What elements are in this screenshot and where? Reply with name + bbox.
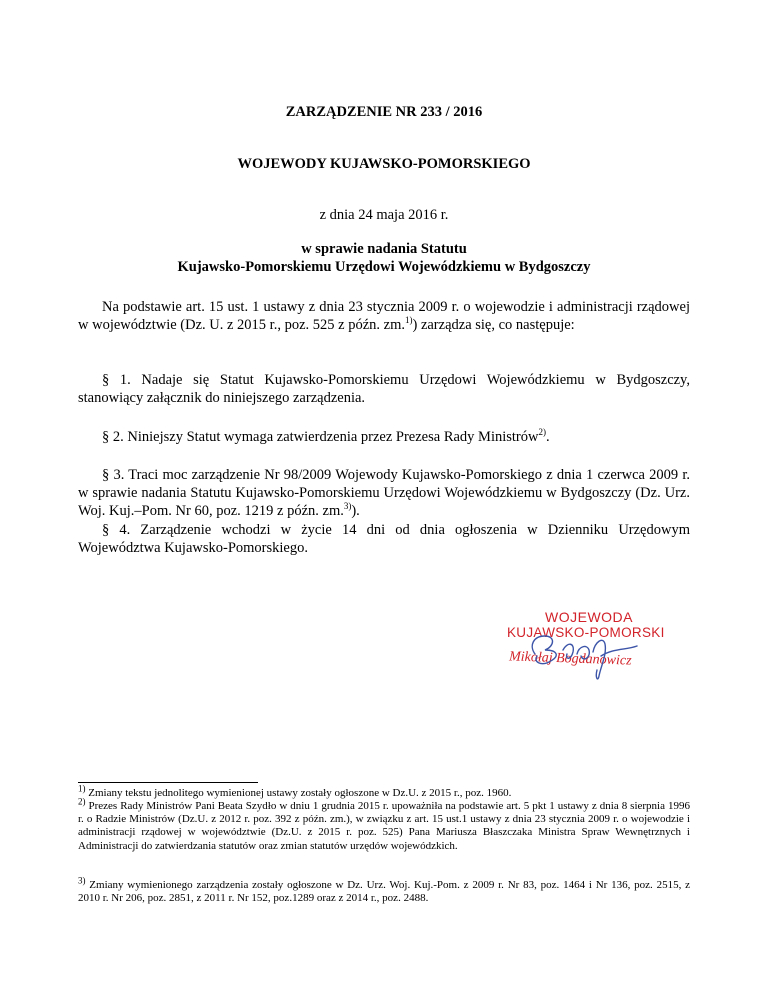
order-subject [78, 240, 690, 276]
footnote-3-text: Zmiany wymienionego zarządzenia zostały ogłoszone w Dz. Urz. Woj. Kuj.-Pom. z 2009 r. Nr 83, poz. 1464 i Nr 136, poz. 2515, z 2010 r. Nr 206, poz. 2851, z 2011 r. Nr 152, poz.1289 oraz z 2014 r., poz. 2488. [78, 879, 690, 905]
section-1 [78, 371, 690, 407]
section-2 [78, 428, 690, 446]
section-2-text: § 2. Niniejszy Statut wymaga zatwierdzenia przez Prezesa Rady Ministrów [102, 429, 539, 445]
preamble-end: ) zarządza się, co następuje: [412, 317, 575, 333]
footnote-2-mark: 2) [78, 796, 86, 807]
footnote-3 [78, 875, 690, 905]
footnote-separator [78, 782, 258, 783]
section-3-end: ). [351, 503, 360, 519]
section-3-text: § 3. Traci moc zarządzenie Nr 98/2009 Wojewody Kujawsko-Pomorskiego z dnia 1 czerwca 2009 r. w sprawie nadania Statutu Kujawsko-Pomorskiemu Urzędowi Wojewódzkiemu w Bydgoszczy (Dz. Urz. Woj. Kuj.–Pom. Nr 60, poz. 1219 z późn. zm. [78, 467, 690, 519]
footnote-ref-2: 2) [538, 427, 546, 438]
issuer-title: WOJEWODY KUJAWSKO-POMORSKIEGO [237, 156, 531, 172]
stamp-line-1: WOJEWODA [545, 609, 633, 625]
section-4 [78, 521, 690, 557]
subject-line-2: Kujawsko-Pomorskiemu Urzędowi Wojewódzkiemu w Bydgoszczy [177, 259, 591, 275]
section-2-end: . [545, 429, 550, 445]
section-3 [78, 466, 690, 520]
stamp-name: Mikołaj Bogdanowicz [508, 649, 632, 669]
section-4-text: § 4. Zarządzenie wchodzi w życie 14 dni od dnia ogłoszenia w Dzienniku Urzędowym Województwa Kujawsko-Pomorskiego. [78, 522, 690, 556]
footnote-3-mark: 3) [78, 875, 86, 886]
preamble-text: Na podstawie art. 15 ust. 1 ustawy z dnia 23 stycznia 2009 r. o wojewodzie i administracji rządowej w województwie (Dz. U. z 2015 r., poz. 525 z późn. zm. [78, 299, 690, 333]
footnote-1-text: Zmiany tekstu jednolitego wymienionej ustawy zostały ogłoszone w Dz.U. z 2015 r., poz. 1960. [85, 787, 512, 799]
footnote-ref-1: 1) [404, 315, 413, 326]
subject-line-1: w sprawie nadania Statutu [301, 241, 467, 257]
footnote-2 [78, 796, 690, 853]
order-date: z dnia 24 maja 2016 r. [319, 207, 449, 223]
footnote-1-mark: 1) [78, 783, 86, 794]
footnote-2-text: Prezes Rady Ministrów Pani Beata Szydło w dniu 1 grudnia 2015 r. upoważniła na podstawie art. 5 pkt 1 ustawy z dnia 8 sierpnia 1996 r. o Radzie Ministrów (Dz.U. z 2012 r. poz. 392 z późn. zm.), w związku z art. 15 ust.1 ustawy z dnia 23 stycznia 2009 r. o wojewodzie i administracji rządowej w województwie (Dz.U. z 2015 r. poz. 525) Pana Mariusza Błaszczaka Ministra Spraw Wewnętrznych i Administracji do zatwierdzania statutów oraz zmian statutów urzędów wojewódzkich. [78, 800, 690, 852]
footnote-ref-3: 3) [343, 501, 352, 512]
order-title: ZARZĄDZENIE NR 233 / 2016 [285, 104, 483, 120]
section-1-text: § 1. Nadaje się Statut Kujawsko-Pomorskiemu Urzędowi Wojewódzkiemu w Bydgoszczy, stanowiący załącznik do niniejszego zarządzenia. [78, 372, 690, 406]
footnote-1 [78, 783, 690, 800]
preamble-paragraph [78, 298, 690, 334]
stamp-line-2: KUJAWSKO-POMORSKI [507, 625, 665, 640]
official-stamp [505, 606, 685, 686]
